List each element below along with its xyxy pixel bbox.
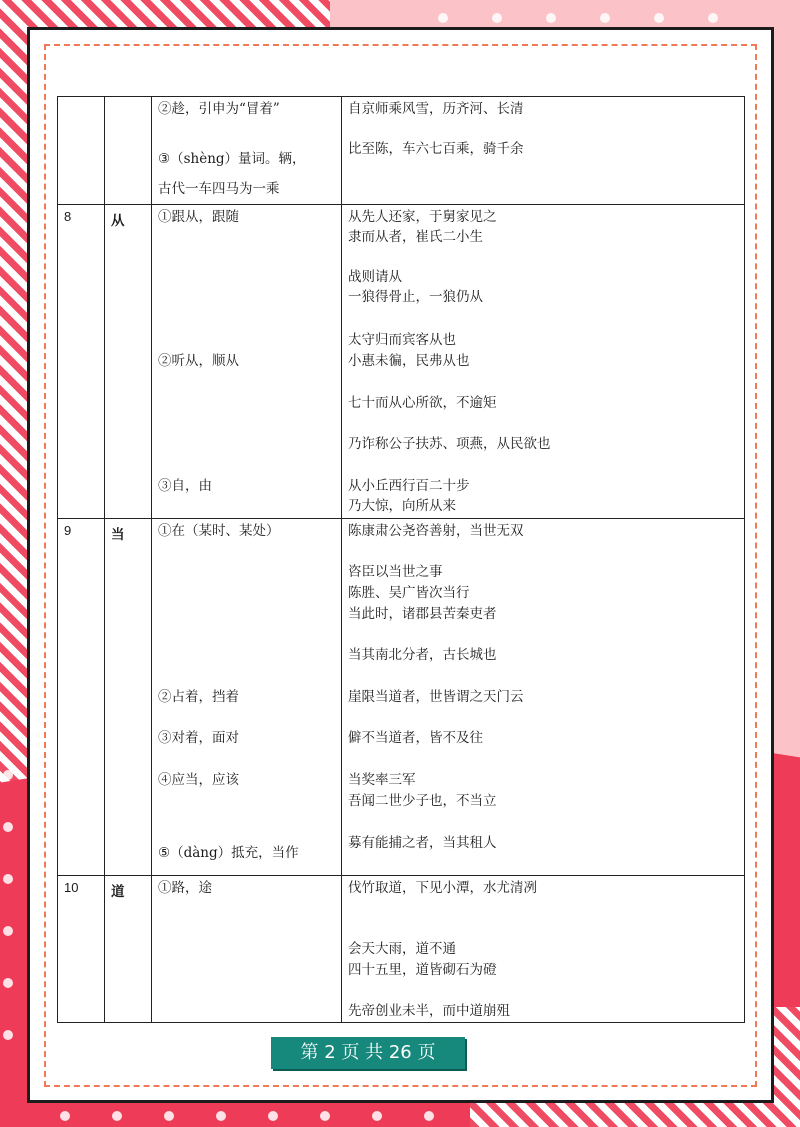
entry-number: 10: [58, 876, 105, 1023]
decor-dot: [708, 13, 718, 23]
example-sentence: 当此时，诸郡县苦秦吏者: [348, 606, 497, 622]
meaning-line: ④应当，应该: [158, 772, 239, 788]
example-sentence: 会天大雨，道不通: [348, 941, 456, 957]
example-sentence: 当奖率三军: [348, 772, 416, 788]
meaning-line: 古代一车四马为一乘: [158, 181, 280, 197]
vocab-table: [57, 96, 745, 1023]
decor-dot: [600, 13, 610, 23]
entry-character: 当: [105, 519, 152, 876]
meaning-line: ③（shèng）量词。辆，: [158, 151, 306, 167]
example-sentence: 先帝创业未半，而中道崩殂: [348, 1003, 510, 1019]
entry-character: 从: [105, 205, 152, 519]
example-cell: [342, 519, 745, 876]
meaning-cell: [152, 205, 342, 519]
example-sentence: 一狼得骨止，一狼仍从: [348, 289, 483, 305]
example-sentence: 自京师乘风雪，历齐河、长清: [348, 101, 524, 117]
page-number-badge: 第 2 页 共 26 页: [271, 1037, 465, 1069]
table-row: [58, 97, 745, 205]
table-row: [58, 205, 745, 519]
meaning-line: ①在（某时、某处）: [158, 523, 280, 539]
example-sentence: 陈胜、吴广皆次当行: [348, 585, 470, 601]
decor-dot: [60, 1111, 70, 1121]
example-sentence: 太守归而宾客从也: [348, 332, 456, 348]
decor-dot: [492, 13, 502, 23]
example-sentence: 乃大惊，向所从来: [348, 498, 456, 514]
decor-dot: [164, 1111, 174, 1121]
example-sentence: 募有能捕之者，当其租人: [348, 835, 497, 851]
meaning-line: ②听从，顺从: [158, 353, 239, 369]
example-sentence: 从小丘西行百二十步: [348, 478, 470, 494]
entry-character: 道: [105, 876, 152, 1023]
example-cell: [342, 205, 745, 519]
entry-number: 9: [58, 519, 105, 876]
example-sentence: 隶而从者，崔氏二小生: [348, 229, 483, 245]
decor-dot: [216, 1111, 226, 1121]
meaning-line: ③自，由: [158, 478, 212, 494]
example-sentence: 僻不当道者，皆不及往: [348, 730, 483, 746]
table-row: [58, 876, 745, 1023]
entry-character: [105, 97, 152, 205]
decor-dot: [268, 1111, 278, 1121]
entry-number: 8: [58, 205, 105, 519]
decor-dot: [372, 1111, 382, 1121]
example-sentence: 吾闻二世少子也，不当立: [348, 793, 497, 809]
meaning-cell: [152, 876, 342, 1023]
meaning-line: ①路，途: [158, 880, 212, 896]
example-cell: [342, 97, 745, 205]
meaning-line: ②占着，挡着: [158, 689, 239, 705]
example-sentence: 陈康肃公尧咨善射，当世无双: [348, 523, 524, 539]
example-sentence: 当其南北分者，古长城也: [348, 647, 497, 663]
decor-dot: [3, 874, 13, 884]
example-sentence: 从先人还家，于舅家见之: [348, 209, 497, 225]
decor-dot: [3, 822, 13, 832]
decor-dot: [424, 1111, 434, 1121]
example-sentence: 小惠未徧，民弗从也: [348, 353, 470, 369]
example-sentence: 崖限当道者，世皆谓之天门云: [348, 689, 524, 705]
decor-dot: [3, 770, 13, 780]
decor-dot: [320, 1111, 330, 1121]
decor-dot: [3, 926, 13, 936]
example-sentence: 咨臣以当世之事: [348, 564, 443, 580]
example-sentence: 四十五里，道皆砌石为磴: [348, 962, 497, 978]
meaning-line: ③对着，面对: [158, 730, 239, 746]
decor-dot: [3, 1030, 13, 1040]
meaning-line: ①跟从，跟随: [158, 209, 239, 225]
meaning-line: ②趁，引申为“冒着”: [158, 101, 280, 117]
example-sentence: 七十而从心所欲，不逾矩: [348, 395, 497, 411]
decor-dot: [546, 13, 556, 23]
meaning-line: ⑤（dàng）抵充，当作: [158, 845, 299, 861]
example-sentence: 战则请从: [348, 269, 402, 285]
table-row: [58, 519, 745, 876]
decor-dot: [438, 13, 448, 23]
decor-dot: [112, 1111, 122, 1121]
example-sentence: 伐竹取道，下见小潭，水尤清冽: [348, 880, 537, 896]
decor-dot: [3, 978, 13, 988]
meaning-cell: [152, 519, 342, 876]
entry-number: [58, 97, 105, 205]
example-sentence: 乃诈称公子扶苏、项燕，从民欲也: [348, 436, 551, 452]
example-sentence: 比至陈，车六七百乘，骑千余: [348, 141, 524, 157]
decor-dot: [654, 13, 664, 23]
example-cell: [342, 876, 745, 1023]
meaning-cell: [152, 97, 342, 205]
